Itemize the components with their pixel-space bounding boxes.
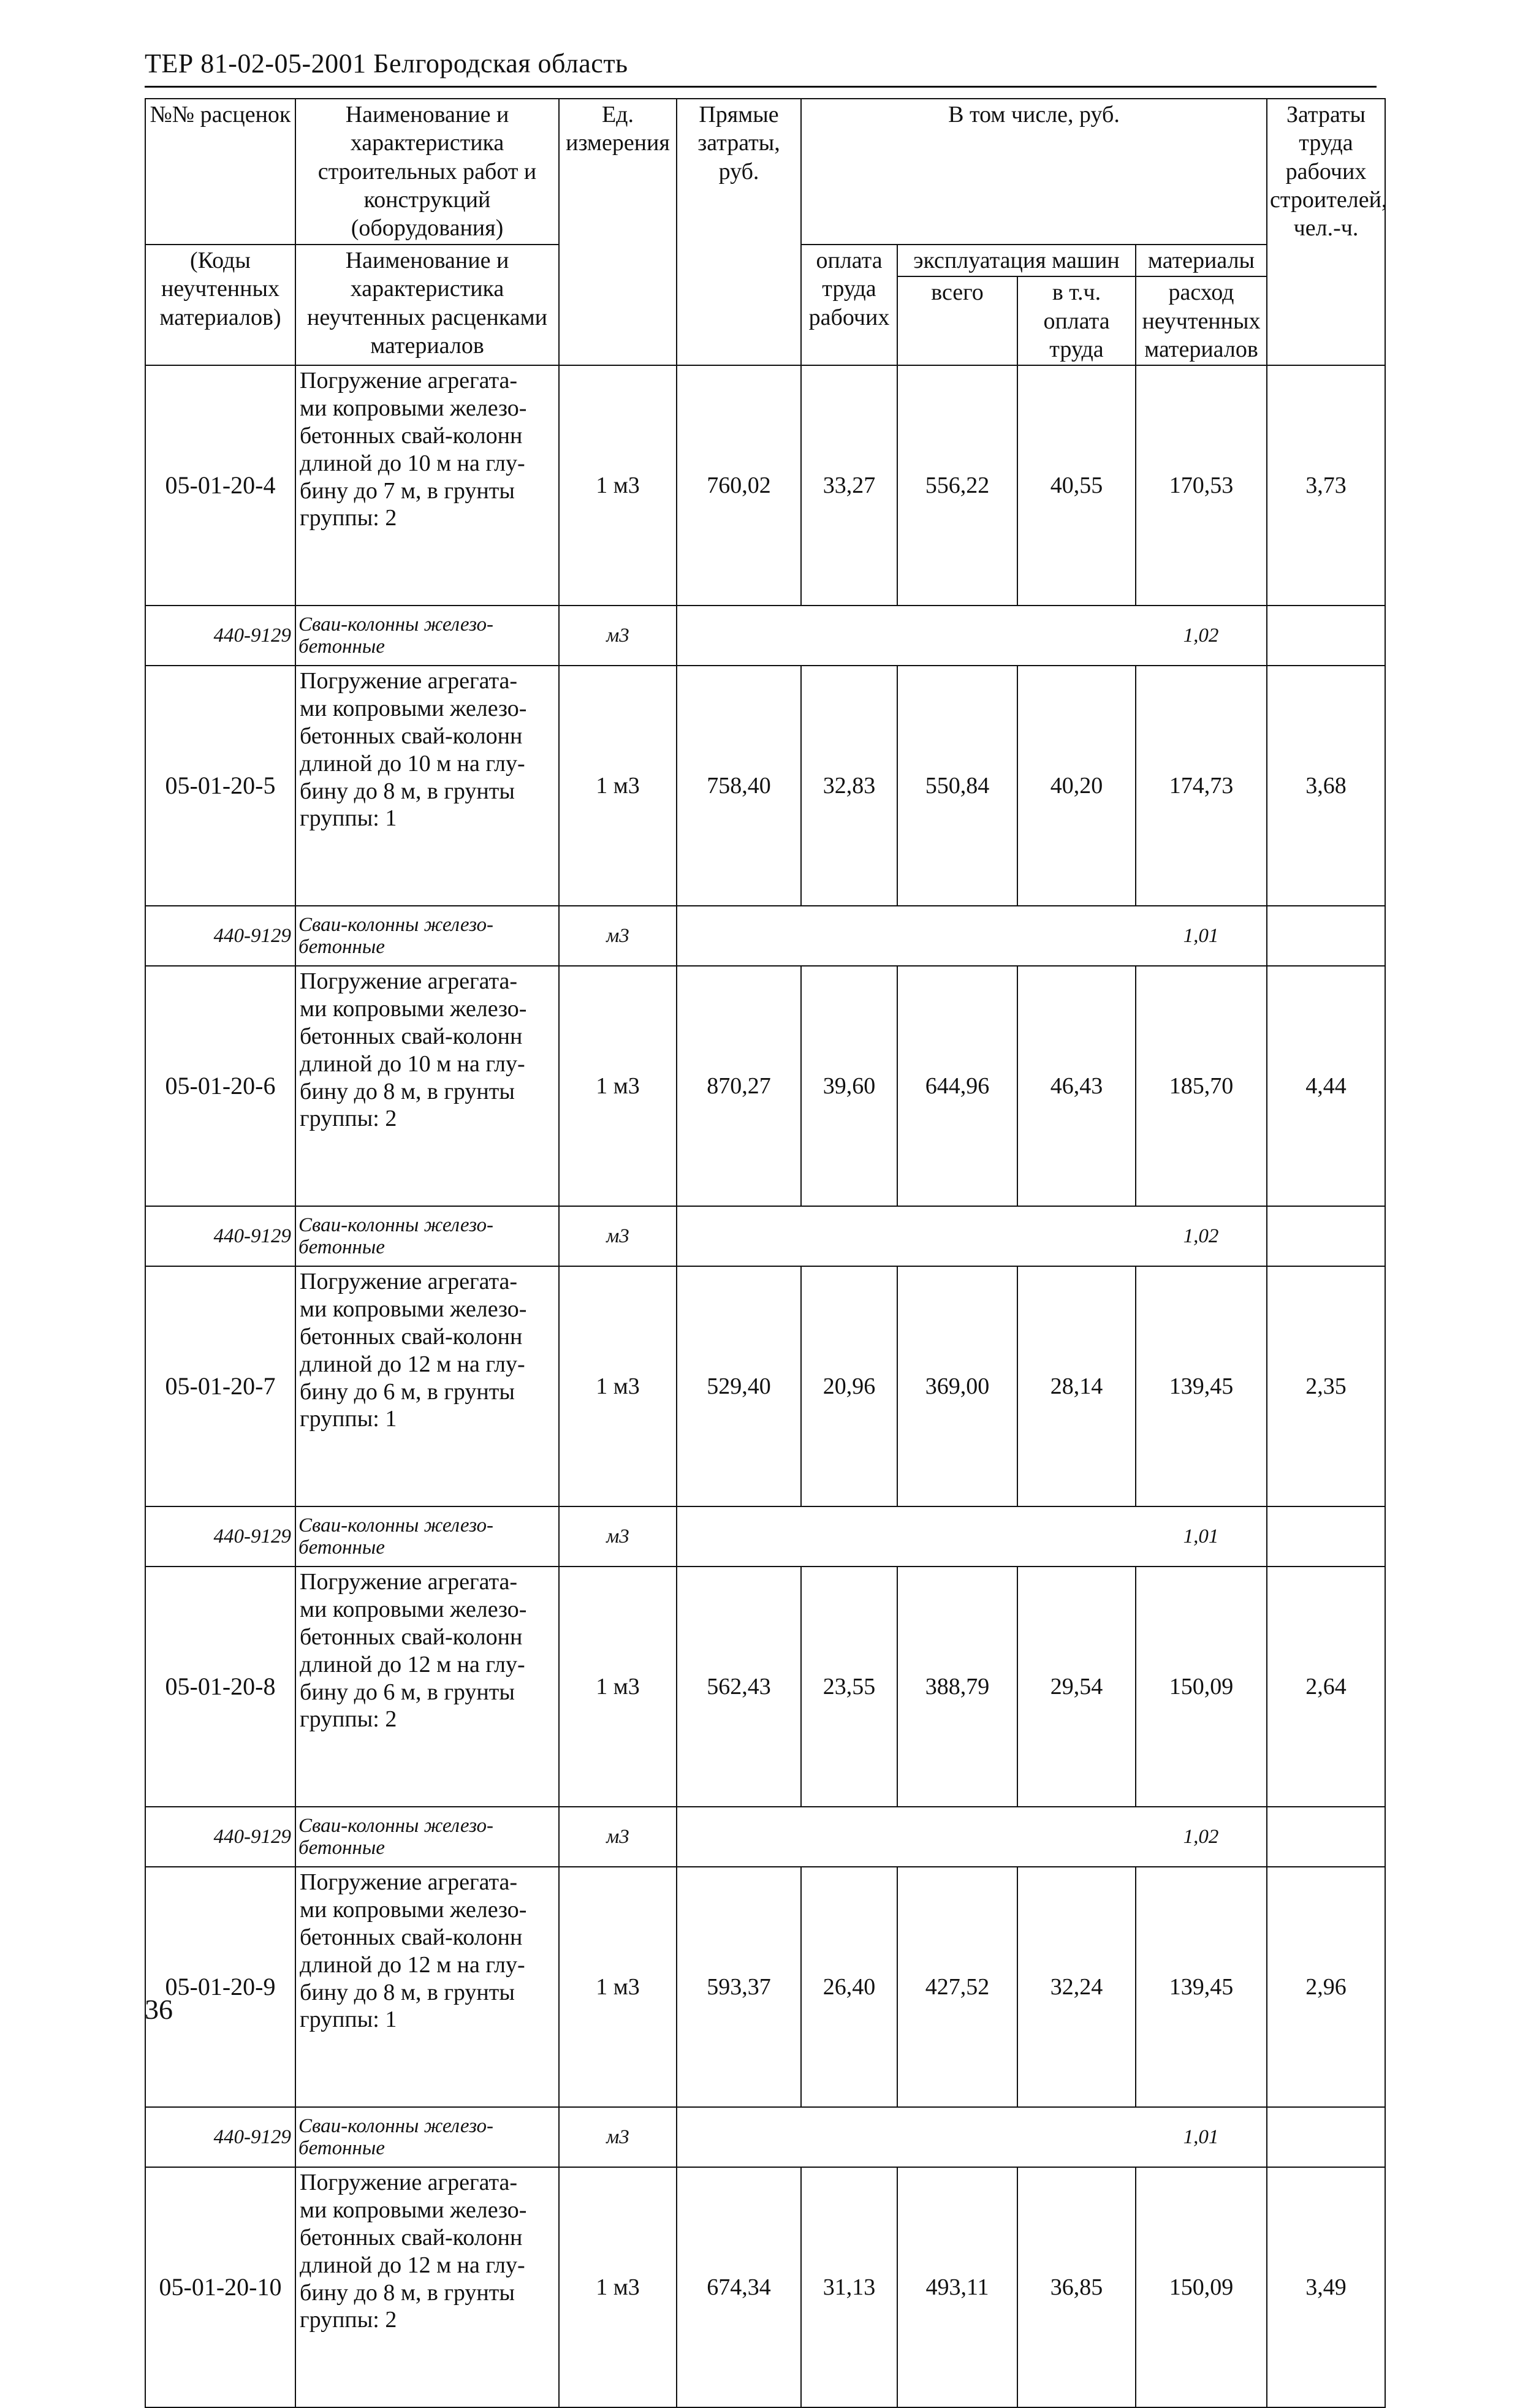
- col-machines-pay-header: в т.ч. оплата труда: [1017, 276, 1136, 365]
- rate-description: [295, 1266, 559, 1506]
- rate-materials: 139,45: [1136, 1266, 1267, 1506]
- rate-machines-labor: 28,14: [1017, 1266, 1136, 1506]
- rate-description-line: группы: 1: [300, 2007, 397, 2033]
- rate-description-line: Погружение агрегата-: [300, 368, 518, 394]
- rate-machines-labor: 36,85: [1017, 2167, 1136, 2407]
- rate-description-line: длиной до 12 м на глу-: [300, 1651, 525, 1677]
- material-description: [295, 1206, 559, 1266]
- material-description: [295, 906, 559, 966]
- rate-labor-cost: 2,35: [1267, 1266, 1385, 1506]
- rate-direct-cost: 529,40: [677, 1266, 801, 1506]
- rate-machines-total: 369,00: [897, 1266, 1017, 1506]
- material-quantity: 1,01: [1136, 1506, 1267, 1567]
- rate-description-line: бину до 6 м, в грунты: [300, 1679, 515, 1705]
- rate-description-line: бетонных свай-колонн: [300, 422, 523, 449]
- material-labor-blank: [1267, 606, 1385, 666]
- rate-row: [145, 966, 1385, 1206]
- col-code2-header: (Коды неучтенных материалов): [145, 245, 295, 365]
- rate-description-line: ми копровыми железо-: [300, 2197, 527, 2224]
- rate-description-line: группы: 2: [300, 1706, 397, 1733]
- material-blank: [677, 2107, 1136, 2167]
- rate-labor-cost: 4,44: [1267, 966, 1385, 1206]
- rate-labor-cost: 3,73: [1267, 365, 1385, 606]
- rate-labor-pay: 20,96: [801, 1266, 897, 1506]
- rate-description-line: ми копровыми железо-: [300, 1897, 527, 1923]
- rate-description-line: бетонных свай-колонн: [300, 723, 523, 749]
- rate-machines-total: 550,84: [897, 666, 1017, 906]
- rate-materials: 150,09: [1136, 1567, 1267, 1807]
- rate-machines-labor: 46,43: [1017, 966, 1136, 1206]
- rate-description-line: бетонных свай-колонн: [300, 1323, 523, 1350]
- material-description-line: Сваи-колонны железо-: [298, 1213, 494, 1236]
- material-code: 440-9129: [145, 1206, 295, 1266]
- rate-labor-pay: 39,60: [801, 966, 897, 1206]
- material-quantity: 1,01: [1136, 906, 1267, 966]
- material-unit: м3: [559, 906, 677, 966]
- material-unit: м3: [559, 1506, 677, 1567]
- rate-description: [295, 1567, 559, 1807]
- rate-direct-cost: 760,02: [677, 365, 801, 606]
- material-code: 440-9129: [145, 906, 295, 966]
- col-unit-header: Ед. измерения: [559, 99, 677, 365]
- rate-labor-pay: 32,83: [801, 666, 897, 906]
- col-machines-total-header: всего: [897, 276, 1017, 365]
- material-labor-blank: [1267, 2107, 1385, 2167]
- rate-machines-total: 388,79: [897, 1567, 1017, 1807]
- rate-description-line: бину до 6 м, в грунты: [300, 1378, 515, 1405]
- material-description-line: бетонные: [298, 636, 385, 658]
- rate-labor-cost: 2,64: [1267, 1567, 1385, 1807]
- material-code: 440-9129: [145, 2107, 295, 2167]
- rate-materials: 139,45: [1136, 1867, 1267, 2107]
- rate-labor-cost: 3,68: [1267, 666, 1385, 906]
- col-labor-pay-header: оплата труда рабочих: [801, 245, 897, 365]
- rate-description-line: бетонных свай-колонн: [300, 2224, 523, 2250]
- rate-code: 05-01-20-7: [145, 1266, 295, 1506]
- material-unit: м3: [559, 2107, 677, 2167]
- rate-code: 05-01-20-5: [145, 666, 295, 906]
- rate-machines-labor: 40,55: [1017, 365, 1136, 606]
- rate-description-line: Погружение агрегата-: [300, 1269, 518, 1295]
- material-labor-blank: [1267, 1206, 1385, 1266]
- material-blank: [677, 1206, 1136, 1266]
- rate-description-line: Погружение агрегата-: [300, 1869, 518, 1896]
- col-name2-header: Наименование и характеристика неучтенных расценками материалов: [295, 245, 559, 365]
- rate-unit: 1 м3: [559, 1567, 677, 1807]
- page-header: ТЕР 81-02-05-2001 Белгородская область: [145, 48, 628, 78]
- rate-description-line: ми копровыми железо-: [300, 696, 527, 722]
- rate-machines-total: 556,22: [897, 365, 1017, 606]
- material-blank: [677, 906, 1136, 966]
- rate-materials: 185,70: [1136, 966, 1267, 1206]
- material-description-line: бетонные: [298, 936, 385, 959]
- material-blank: [677, 606, 1136, 666]
- material-code: 440-9129: [145, 1506, 295, 1567]
- material-row: [145, 906, 1385, 966]
- material-labor-blank: [1267, 1807, 1385, 1867]
- col-materials-unaccounted-header: расход неучтенных материалов: [1136, 276, 1267, 365]
- material-description-line: бетонные: [298, 2137, 385, 2160]
- rate-labor-pay: 33,27: [801, 365, 897, 606]
- rate-machines-total: 427,52: [897, 1867, 1017, 2107]
- header-rule: [145, 86, 1377, 88]
- col-labor-cost-header: Затраты труда рабочих строителей, чел.-ч.: [1267, 99, 1385, 365]
- rate-description-line: бину до 8 м, в грунты: [300, 1979, 515, 2005]
- rate-materials: 150,09: [1136, 2167, 1267, 2407]
- rate-row: [145, 1567, 1385, 1807]
- rate-machines-total: 644,96: [897, 966, 1017, 1206]
- rate-description-line: ми копровыми железо-: [300, 1597, 527, 1623]
- material-code: 440-9129: [145, 1807, 295, 1867]
- rate-direct-cost: 562,43: [677, 1567, 801, 1807]
- material-description-line: бетонные: [298, 1236, 385, 1259]
- rate-labor-pay: 23,55: [801, 1567, 897, 1807]
- material-description-line: Сваи-колонны железо-: [298, 1814, 494, 1837]
- rate-description: [295, 666, 559, 906]
- material-unit: м3: [559, 1206, 677, 1266]
- rate-description-line: бину до 8 м, в грунты: [300, 2279, 515, 2306]
- rate-description-line: бину до 7 м, в грунты: [300, 477, 515, 504]
- rate-description-line: бину до 8 м, в грунты: [300, 1078, 515, 1104]
- rate-unit: 1 м3: [559, 1266, 677, 1506]
- rate-code: 05-01-20-4: [145, 365, 295, 606]
- header-row-1: [145, 99, 1385, 245]
- rate-description: [295, 1867, 559, 2107]
- rate-description-line: группы: 2: [300, 2307, 397, 2333]
- material-quantity: 1,01: [1136, 2107, 1267, 2167]
- rate-description-line: Погружение агрегата-: [300, 2170, 518, 2196]
- rate-description-line: ми копровыми железо-: [300, 1296, 527, 1323]
- rate-code: 05-01-20-6: [145, 966, 295, 1206]
- rate-unit: 1 м3: [559, 2167, 677, 2407]
- material-description: [295, 606, 559, 666]
- rate-row: [145, 2167, 1385, 2407]
- rate-description-line: группы: 2: [300, 1106, 397, 1132]
- rate-description-line: группы: 1: [300, 1406, 397, 1432]
- material-description: [295, 1506, 559, 1567]
- rate-machines-labor: 40,20: [1017, 666, 1136, 906]
- col-direct-header: Прямые затраты, руб.: [677, 99, 801, 365]
- material-code: 440-9129: [145, 606, 295, 666]
- rate-row: [145, 1266, 1385, 1506]
- rate-direct-cost: 758,40: [677, 666, 801, 906]
- rate-description-line: Погружение агрегата-: [300, 668, 518, 694]
- material-labor-blank: [1267, 906, 1385, 966]
- rate-description-line: группы: 2: [300, 505, 397, 531]
- rate-code: 05-01-20-9: [145, 1867, 295, 2107]
- rate-labor-cost: 2,96: [1267, 1867, 1385, 2107]
- col-name-header: Наименование и характеристика строительных работ и конструкций (оборудования): [295, 99, 559, 245]
- material-description-line: Сваи-колонны железо-: [298, 1514, 494, 1536]
- material-description-line: Сваи-колонны железо-: [298, 913, 494, 936]
- rate-unit: 1 м3: [559, 365, 677, 606]
- rate-direct-cost: 593,37: [677, 1867, 801, 2107]
- rate-description: [295, 966, 559, 1206]
- material-quantity: 1,02: [1136, 1807, 1267, 1867]
- material-quantity: 1,02: [1136, 1206, 1267, 1266]
- material-description-line: бетонные: [298, 1536, 385, 1559]
- rate-description: [295, 365, 559, 606]
- rate-description-line: бетонных свай-колонн: [300, 1624, 523, 1650]
- rate-direct-cost: 674,34: [677, 2167, 801, 2407]
- rate-row: [145, 365, 1385, 606]
- rate-description-line: ми копровыми железо-: [300, 996, 527, 1022]
- rate-description-line: бетонных свай-колонн: [300, 1023, 523, 1049]
- col-including-header: В том числе, руб.: [801, 99, 1267, 245]
- rate-description-line: длиной до 10 м на глу-: [300, 1050, 525, 1077]
- rate-description-line: ми копровыми железо-: [300, 395, 527, 422]
- rate-description-line: длиной до 12 м на глу-: [300, 1351, 525, 1377]
- rate-code: 05-01-20-10: [145, 2167, 295, 2407]
- rate-description-line: длиной до 12 м на глу-: [300, 1951, 525, 1978]
- rate-unit: 1 м3: [559, 1867, 677, 2107]
- rate-row: [145, 666, 1385, 906]
- rate-direct-cost: 870,27: [677, 966, 801, 1206]
- material-row: [145, 606, 1385, 666]
- rate-unit: 1 м3: [559, 966, 677, 1206]
- rate-machines-labor: 29,54: [1017, 1567, 1136, 1807]
- col-materials-header: материалы: [1136, 245, 1267, 276]
- rate-machines-total: 493,11: [897, 2167, 1017, 2407]
- material-blank: [677, 1506, 1136, 1567]
- rate-labor-cost: 3,49: [1267, 2167, 1385, 2407]
- rate-description-line: группы: 1: [300, 805, 397, 832]
- rate-row: [145, 1867, 1385, 2107]
- rate-description-line: длиной до 10 м на глу-: [300, 450, 525, 476]
- material-row: [145, 1807, 1385, 1867]
- rate-description: [295, 2167, 559, 2407]
- col-machines-header: эксплуатация машин: [897, 245, 1136, 276]
- material-unit: м3: [559, 1807, 677, 1867]
- material-unit: м3: [559, 606, 677, 666]
- rate-description-line: Погружение агрегата-: [300, 968, 518, 995]
- material-description-line: бетонные: [298, 1837, 385, 1859]
- rate-code: 05-01-20-8: [145, 1567, 295, 1807]
- rate-description-line: Погружение агрегата-: [300, 1569, 518, 1595]
- rate-description-line: длиной до 10 м на глу-: [300, 750, 525, 777]
- material-quantity: 1,02: [1136, 606, 1267, 666]
- rate-labor-pay: 31,13: [801, 2167, 897, 2407]
- rate-description-line: длиной до 12 м на глу-: [300, 2252, 525, 2278]
- page-number: 36: [145, 1994, 173, 2025]
- material-row: [145, 1506, 1385, 1567]
- rate-description-line: бину до 8 м, в грунты: [300, 778, 515, 804]
- rate-materials: 170,53: [1136, 365, 1267, 606]
- rate-unit: 1 м3: [559, 666, 677, 906]
- material-description-line: Сваи-колонны железо-: [298, 613, 494, 636]
- rate-materials: 174,73: [1136, 666, 1267, 906]
- material-row: [145, 1206, 1385, 1266]
- rates-table: [145, 98, 1386, 2408]
- material-blank: [677, 1807, 1136, 1867]
- material-row: [145, 2107, 1385, 2167]
- material-description: [295, 2107, 559, 2167]
- material-description-line: Сваи-колонны железо-: [298, 2114, 494, 2137]
- material-description: [295, 1807, 559, 1867]
- col-code-header: №№ расценок: [145, 99, 295, 245]
- rate-machines-labor: 32,24: [1017, 1867, 1136, 2107]
- rate-description-line: бетонных свай-колонн: [300, 1924, 523, 1950]
- rate-labor-pay: 26,40: [801, 1867, 897, 2107]
- material-labor-blank: [1267, 1506, 1385, 1567]
